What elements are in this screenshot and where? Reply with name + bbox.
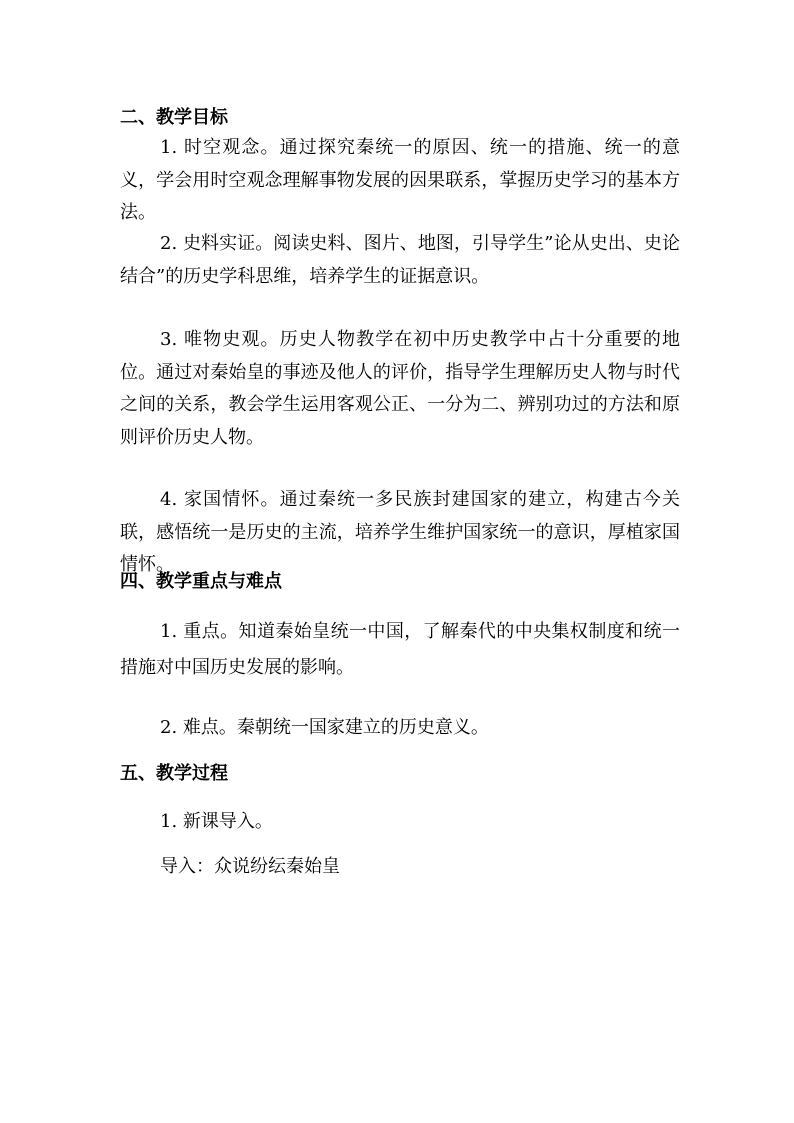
key-point-item-2: 2. 难点。秦朝统一国家建立的历史意义。	[160, 717, 489, 738]
process-item-1: 1. 新课导入。	[160, 811, 273, 832]
objective-item-1: 1. 时空观念。通过探究秦统一的原因、统一的措施、统一的意义，学会用时空观念理解事物发展的因果联系，掌握历史学习的基本方法。	[120, 137, 680, 223]
process-item-2: 导入：众说纷纭秦始皇	[160, 856, 340, 877]
key-point-item-1: 1. 重点。知道秦始皇统一中国，了解秦代的中央集权制度和统一措施对中国历史发展的影响。	[120, 621, 680, 678]
section-heading-key-points: 四、教学重点与难点	[120, 571, 282, 592]
objective-item-3: 3. 唯物史观。历史人物教学在初中历史教学中占十分重要的地位。通过对秦始皇的事迹及他人的评价，指导学生理解历史人物与时代之间的关系，教会学生运用客观公正、一分为二、辨别功过的方法和原则评价历史人物。	[120, 329, 680, 448]
objective-item-4: 4. 家国情怀。通过秦统一多民族封建国家的建立，构建古今关联，感悟统一是历史的主流，培养学生维护国家统一的意识，厚植家国情怀。	[120, 489, 680, 575]
objective-item-2: 2. 史料实证。阅读史料、图片、地图，引导学生”论从史出、史论结合”的历史学科思维，培养学生的证据意识。	[120, 233, 680, 287]
section-heading-process: 五、教学过程	[120, 763, 228, 784]
section-heading-objectives: 二、教学目标	[120, 107, 228, 128]
